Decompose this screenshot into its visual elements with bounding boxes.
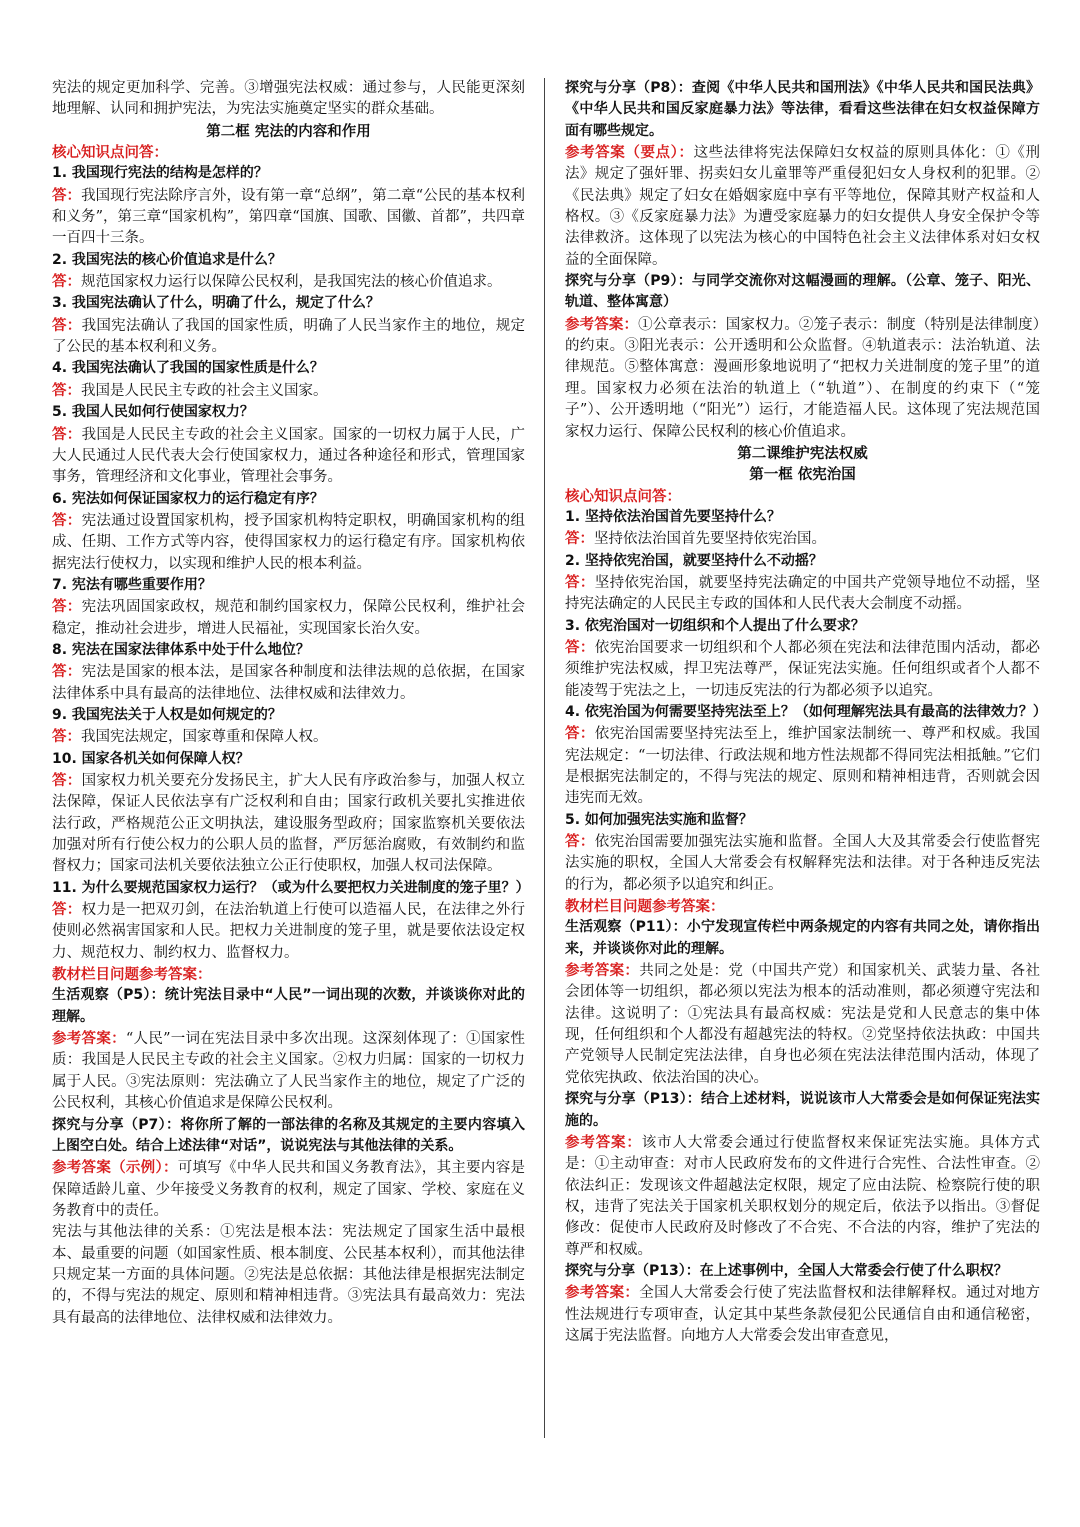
reference-answer-label: 参考答案：	[565, 315, 639, 333]
answer	[52, 380, 525, 402]
answer-text: 依宪治国需要坚持宪法至上，维护国家法制统一、尊严和权威。我国宪法规定：“一切法律、行政法规和地方性法规都不得同宪法相抵触。”它们是根据宪法制定的，不得与宪法的规定、原则和精神相违背，否则就会因违宪而无效。	[565, 726, 1041, 807]
reference-answer-text: 全国人大常委会行使了宪法监督权和法律解释权。通过对地方性法规进行专项审查，认定其中某些条款侵犯公民通信自由和通信秘密，这属于宪法监督。向地方人大常委会发出审查意见，	[565, 1285, 1041, 1344]
question: 5. 如何加强宪法实施和监督？	[565, 811, 753, 828]
textbook-question: 探究与分享（P8）：查阅《中华人民共和国刑法》《中华人民共和国民法典》《中华人民共和国反家庭暴力法》等法律，看看这些法律在妇女权益保障方面有哪些规定。	[565, 80, 1040, 139]
question: 3. 依宪治国对一切组织和个人提出了什么要求？	[565, 617, 865, 634]
reference-answer-text: 该市人大常委会通过行使监督权来保证宪法实施。具体方式是：①主动审查：对市人民政府发布的文件进行合宪性、合法性审查。②依法纠正：发现该文件超越法定权限，规定了应由法院、检察院行使的职权，违背了宪法关于国家机关职权划分的规定后，依法予以指出。③督促修改：促使市人民政府及时修改了不合宪、不合法的内容，维护了宪法的尊严和权威。	[565, 1134, 1040, 1258]
question: 2. 我国宪法的核心价值追求是什么？	[52, 251, 282, 268]
left-textbook-list	[52, 985, 525, 1222]
core-knowledge-label: 核心知识点问答：	[565, 487, 681, 505]
answer	[52, 510, 525, 575]
question: 4. 依宪治国为何需要坚持宪法至上？（如何理解宪法具有最高的法律效力？）	[565, 703, 1047, 720]
answer-text: 权力是一把双刃剑，在法治轨道上行使可以造福人民，在法律之外行使则必然祸害国家和人民。把权力关进制度的笼子里，就是要依法设定权力、规范权力、制约权力、监督权力。	[52, 902, 526, 961]
question: 3. 我国宪法确认了什么，明确了什么，规定了什么？	[52, 295, 380, 312]
answer-text: 我国是人民民主专政的社会主义国家。国家的一切权力属于人民，广大人民通过人民代表大会行使国家权力，通过各种途径和形式，管理国家事务，管理经济和文化事业，管理社会事务。	[52, 426, 526, 486]
answer-text: 我国是人民民主专政的社会主义国家。	[81, 382, 328, 399]
section-title: 第二框 宪法的内容和作用	[206, 122, 371, 140]
answer-text: 宪法巩固国家政权，规范和制约国家权力，保障公民权利，维护社会稳定，推动社会进步，增进人民福祉，实现国家长治久安。	[52, 599, 526, 637]
left-column	[52, 78, 530, 1329]
textbook-answer	[565, 960, 1040, 1089]
answer-label: 答：	[52, 425, 82, 443]
answer	[52, 726, 525, 748]
question: 4. 我国宪法确认了我国的国家性质是什么？	[52, 360, 324, 377]
answer	[52, 185, 525, 250]
question: 8. 宪法在国家法律体系中处于什么地位？	[52, 641, 310, 658]
answer-text: 宪法是国家的根本法，是国家各种制度和法律法规的总依据，在国家法律体系中具有最高的法律地位、法律权威和法律效力。	[52, 664, 526, 702]
answer-text: 国家权力机关要充分发扬民主，扩大人民有序政治参与，加强人权立法保障，保证人民依法享有广泛权利和自由；国家行政机关要扎实推进依法行政，严格规范公正文明执法，建设服务型政府；国家监察机关要依法加强对所有行使公权力的公职人员的监督，严厉惩治腐败，有效制约和监督权力；国家司法机关要依法独立公正行使职权，加强人权司法保障。	[52, 773, 526, 875]
answer-label: 答：	[565, 638, 595, 656]
question: 10. 国家各机关如何保障人权？	[52, 750, 250, 767]
question: 11. 为什么要规范国家权力运行？（或为什么要把权力关进制度的笼子里？）	[52, 879, 530, 896]
textbook-question: 生活观察（P5）：统计宪法目录中“人民”一词出现的次数，并谈谈你对此的理解。	[52, 987, 525, 1025]
question: 1. 坚持依法治国首先要坚持什么？	[565, 508, 781, 525]
section-title: 第一框 依宪治国	[749, 466, 856, 484]
reference-answer-text: “人民”一词在宪法目录中多次出现。这深刻体现了：①国家性质：我国是人民民主专政的社会主义国家。②权力归属：国家的一切权力属于人民。③宪法原则：宪法确立了人民当家作主的地位，规定了广泛的公民权利，其核心价值追求是保障公民权利。	[52, 1031, 525, 1112]
reference-answer-text: 共同之处是：党（中国共产党）和国家机关、武装力量、各社会团体等一切组织，都必须以宪法为根本的活动准则，都必须遵守宪法和法律。这说明了：①宪法具有最高权威：宪法是党和人民意志的集中体现，任何组织和个人都没有超越宪法的特权。②党坚持依法执政：中国共产党领导人民制定宪法法律，自身也必须在宪法法律范围内活动，体现了党依宪执政、依法治国的决心。	[565, 963, 1041, 1086]
answer-label: 答：	[52, 316, 82, 334]
question: 7. 宪法有哪些重要作用？	[52, 576, 212, 593]
answer-text: 规范国家权力运行以保障公民权利，是我国宪法的核心价值追求。	[81, 274, 502, 291]
core-knowledge-label: 核心知识点问答：	[52, 144, 168, 162]
answer-label: 答：	[52, 598, 82, 616]
answer-label: 答：	[565, 833, 595, 851]
reference-answer-label: 参考答案（示例）：	[52, 1159, 178, 1177]
answer-text: 我国宪法规定，国家尊重和保障人权。	[81, 729, 328, 746]
textbook-answer	[565, 1132, 1040, 1261]
answer-text: 宪法通过设置国家机构，授予国家机构特定职权，明确国家机构的组成、任期、工作方式等内容，使得国家权力的运行稳定有序。国家机构依据宪法行使权力，以实现和维护人民的根本利益。	[52, 512, 526, 572]
right-qa-list	[565, 507, 1047, 896]
textbook-answer	[565, 142, 1040, 271]
answer-label: 答：	[52, 663, 82, 681]
textbook-answer	[565, 314, 1040, 443]
textbook-question: 探究与分享（P13）：在上述事例中，全国人大常委会行使了什么职权？	[565, 1262, 1008, 1279]
answer	[565, 637, 1040, 702]
question: 1. 我国现行宪法的结构是怎样的？	[52, 165, 268, 182]
answer-text: 依宪治国需要加强宪法实施和监督。全国人大及其常委会行使监督宪法实施的职权，全国人大常委会有权解释宪法和法律。对于各种违反宪法的行为，都必须予以追究和纠正。	[565, 834, 1041, 893]
answer-text: 坚持依法治国首先要坚持依宪治国。	[594, 531, 826, 548]
answer-label: 答：	[52, 772, 82, 789]
answer	[52, 315, 525, 359]
answer	[565, 831, 1040, 896]
answer	[52, 770, 525, 878]
textbook-answer	[565, 1282, 1040, 1347]
answer	[565, 723, 1040, 809]
answer	[565, 572, 1040, 616]
question: 2. 坚持依宪治国，就要坚持什么不动摇？	[565, 552, 823, 569]
answer	[52, 661, 525, 705]
column-divider	[544, 78, 545, 1438]
answer-label: 答：	[52, 273, 81, 291]
question: 9. 我国宪法关于人权是如何规定的？	[52, 706, 282, 723]
answer	[52, 271, 525, 293]
reference-answer-label: 参考答案：	[565, 962, 640, 980]
textbook-answer	[52, 1028, 525, 1114]
textbook-question: 探究与分享（P7）：将你所了解的一部法律的名称及其规定的主要内容填入上图空白处。结合上述法律“对话”，说说宪法与其他法律的关系。	[52, 1116, 525, 1154]
lesson-title: 第二课维护宪法权威	[737, 444, 868, 462]
question: 5. 我国人民如何行使国家权力？	[52, 404, 254, 421]
textbook-answers-label: 教材栏目问题参考答案：	[52, 966, 212, 984]
answer	[52, 596, 525, 640]
textbook-question: 生活观察（P11）：小宁发现宣传栏中两条规定的内容有共同之处，请你指出来，并谈谈你对此的理解。	[565, 919, 1040, 957]
answer-label: 答：	[52, 381, 81, 399]
textbook-answers-label: 教材栏目问题参考答案：	[565, 898, 725, 916]
textbook-question: 探究与分享（P13）：结合上述材料，说说该市人大常委会是如何保证宪法实施的。	[565, 1091, 1040, 1129]
reference-answer-text: 可填写《中华人民共和国义务教育法》，其主要内容是保障适龄儿童、少年接受义务教育的权利，规定了国家、学校、家庭在义务教育中的责任。	[52, 1160, 525, 1219]
law-relation-paragraph: 宪法与其他法律的关系：①宪法是根本法：宪法规定了国家生活中最根本、最重要的问题（如国家性质、根本制度、公民基本权利），而其他法律只规定某一方面的具体问题。②宪法是总依据：其他法律是根据宪法制定的，不得与宪法的规定、原则和精神相违背。③宪法具有最高效力：宪法具有最高的法律地位、法律权威和法律效力。	[52, 1224, 525, 1326]
answer-label: 答：	[565, 530, 594, 548]
answer-text: 坚持依宪治国，就要坚持宪法确定的中国共产党领导地位不动摇，坚持宪法确定的人民民主专政的国体和人民代表大会制度不动摇。	[565, 574, 1041, 613]
right-textbook-top-list	[565, 78, 1040, 443]
right-column	[565, 78, 1047, 1347]
reference-answer-text: ①公章表示：国家权力。②笼子表示：制度（特别是法律制度）的约束。③阳光表示：公开透明和公众监督。④轨道表示：法治轨道、法律规范。⑤整体寓意：漫画形象地说明了“把权力关进制度的笼子里”的道理。国家权力必须在法治的轨道上（“轨道”）、在制度的约束下（“笼子”）、公开透明地（“阳光”）运行，才能造福人民。这体现了宪法规范国家权力运行、保障公民权利的核心价值追求。	[565, 316, 1041, 440]
textbook-answer	[52, 1157, 525, 1222]
left-qa-list	[52, 163, 530, 964]
answer	[52, 899, 525, 964]
answer-label: 答：	[52, 728, 81, 746]
question: 6. 宪法如何保证国家权力的运行稳定有序？	[52, 490, 324, 507]
answer	[52, 424, 525, 489]
answer-label: 答：	[52, 901, 82, 919]
reference-answer-text: 这些法律将宪法保障妇女权益的原则具体化：①《刑法》规定了强奸罪、拐卖妇女儿童罪等严重侵犯妇女人身权利的犯罪。②《民法典》规定了妇女在婚姻家庭中享有平等地位，保障其财产权益和人格权。③《反家庭暴力法》为遭受家庭暴力的妇女提供人身安全保护令等法律救济。这体现了以宪法为核心的中国特色社会主义法律体系对妇女权益的全面保障。	[565, 145, 1041, 268]
answer-label: 答：	[52, 511, 82, 529]
answer-text: 我国现行宪法除序言外，设有第一章“总纲”，第二章“公民的基本权利和义务”，第三章“国家机构”，第四章“国旗、国歌、国徽、首都”，共四章一百四十三条。	[52, 187, 525, 247]
reference-answer-label: 参考答案：	[565, 1133, 642, 1151]
reference-answer-label: 参考答案：	[52, 1030, 126, 1048]
answer-text: 我国宪法确认了我国的国家性质，明确了人民当家作主的地位，规定了公民的基本权利和义务。	[52, 317, 526, 356]
answer-label: 答：	[52, 186, 82, 204]
reference-answer-label: 参考答案：	[565, 1284, 640, 1302]
intro-paragraph: 宪法的规定更加科学、完善。③增强宪法权威：通过参与，人民能更深刻地理解、认同和拥护宪法，为宪法实施奠定坚实的群众基础。	[52, 80, 525, 118]
reference-answer-label: 参考答案（要点）：	[565, 144, 694, 162]
answer-label: 答：	[565, 573, 595, 591]
answer	[565, 528, 1040, 550]
textbook-question: 探究与分享（P9）：与同学交流你对这幅漫画的理解。（公章、笼子、阳光、轨道、整体寓意）	[565, 273, 1040, 311]
answer-text: 依宪治国要求一切组织和个人都必须在宪法和法律范围内活动，都必须维护宪法权威，捍卫宪法尊严，保证宪法实施。任何组织或者个人都不能凌驾于宪法之上，一切违反宪法的行为都必须予以追究。	[565, 639, 1041, 699]
right-textbook-list	[565, 917, 1040, 1347]
answer-label: 答：	[565, 725, 595, 743]
